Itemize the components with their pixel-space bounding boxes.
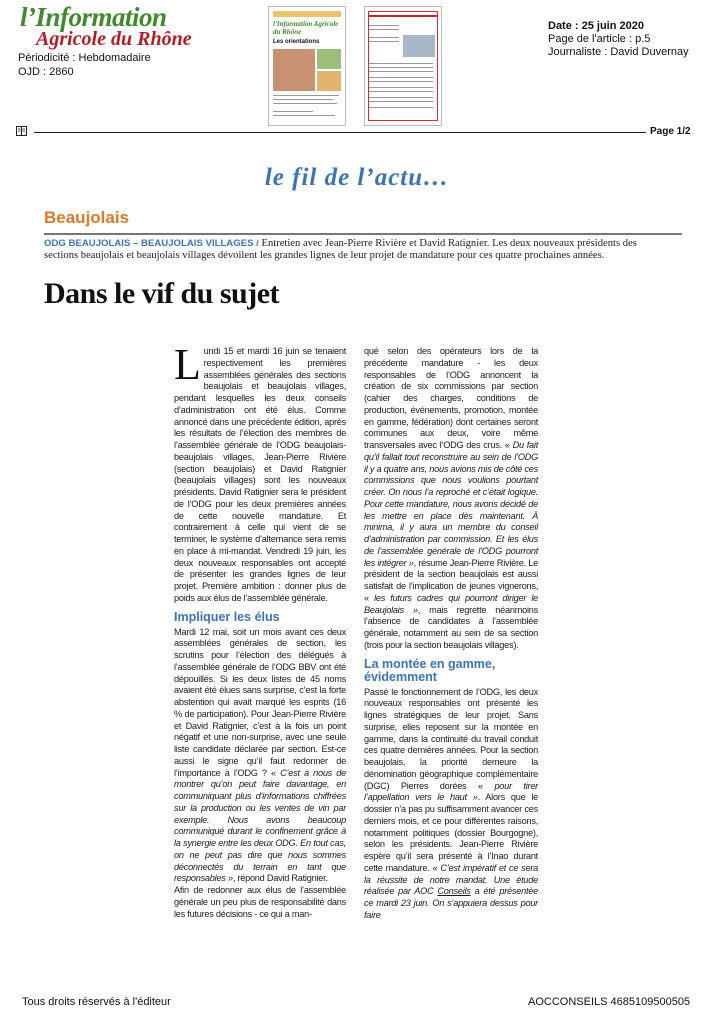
header-separator <box>34 132 646 133</box>
cover-text-line <box>273 95 339 96</box>
paragraph-text: Passé le fonctionnement de l’ODG, les deux nouveaux responsables ont présenté les lignes stratégiques de leur projet. Sans surprise, elles reposent sur la montée en gamme, dans la continuité du travail conduit ces quatre dernières années. Pour la section beaujolais, la priorité demeure la dénomination géographique complémentaire (DGC) Pierres dorées « <box>364 686 538 791</box>
cover-title: l'Information Agricole du Rhône <box>273 20 339 36</box>
footer-reference: AOCCONSEILS 4685109500505 <box>528 996 691 1008</box>
article-page: Page de l'article : p.5 <box>548 33 651 45</box>
paragraph <box>174 885 346 920</box>
article-intro <box>44 238 672 262</box>
quote-text: C’est à nous de montrer qu’on peut faire davantage, en communiquant plus d’informations chiffrées sur la production ou les ventes de vin par exemple. Nous avons beaucoup communiqué durant le confinement grâce à la synergie entre les deux ODG. En tout cas, on ne peut pas dire que nous sommes déconnectés du terrain en tant que responsables » <box>174 767 346 884</box>
section-rule <box>44 233 682 235</box>
thumb-text-line <box>369 63 433 64</box>
page-indicator: Page 1/2 <box>650 126 691 137</box>
thumb-text-line <box>369 97 433 98</box>
paragraph <box>364 346 538 652</box>
rubric-title: le fil de l’actu… <box>264 164 450 191</box>
paragraph-text: , résume Jean-Pierre Rivière. Le président de la section beaujolais est aussi satisfait de l’implication de jeunes vignerons, « <box>364 557 538 603</box>
paragraph <box>364 687 538 922</box>
subheading: Impliquer les élus <box>174 609 280 624</box>
quote-text: les futurs cadres qui pourront diriger le Beaujolais » <box>364 592 538 615</box>
cover-text-line <box>273 99 333 100</box>
thumb-text-line <box>369 81 433 82</box>
publication-logo-title: l’Information <box>20 2 167 32</box>
quote-text: C’est impératif et ce sera la réussite de notre mandat. Une étude réalisée par AOC <box>364 862 538 897</box>
article-column-2 <box>364 346 538 922</box>
cover-photo-small <box>317 49 341 69</box>
ojd-count: OJD : 2860 <box>18 66 74 78</box>
document-icon <box>16 126 27 136</box>
article-journalist: Journaliste : David Duvernay <box>548 46 689 58</box>
thumb-photo <box>403 35 435 57</box>
thumb-text-line <box>369 37 399 38</box>
thumb-header-bar <box>368 15 438 17</box>
keyword-link[interactable]: Conseils <box>437 886 471 897</box>
drop-cap: L <box>174 340 201 389</box>
paragraph-text: Afin de redonner aux élus de l’assemblée générale un peu plus de responsabilité dans les futures décisions - ce qui a man- <box>174 885 346 919</box>
thumb-text-line <box>369 25 399 26</box>
intro-kicker: ODG BEAUJOLAIS – BEAUJOLAIS VILLAGES / <box>44 238 259 249</box>
cover-text-line <box>273 115 335 116</box>
paragraph-text: , répond David Ratignier. <box>232 873 328 884</box>
paragraph <box>174 627 346 886</box>
intro-text: Entretien avec Jean-Pierre Rivière et David Ratignier. Les deux nouveaux présidents des sections beaujolais et beaujolais villages dévoilent les grandes lignes de leur projet de mandature pour ces quatre prochaines années. <box>44 238 637 262</box>
thumb-text-line <box>369 29 399 30</box>
thumb-text-line <box>369 107 433 108</box>
thumb-text-line <box>369 101 433 102</box>
thumb-text-line <box>369 91 433 92</box>
thumb-text-line <box>369 41 399 42</box>
paragraph <box>174 340 346 605</box>
subheading: La montée en gamme, évidemment <box>364 656 496 684</box>
cover-photo-small-2 <box>317 71 341 91</box>
cover-photo <box>273 49 315 91</box>
quote-text: a été présentée ce mardi 23 juin. On s’appuiera dessus pour faire <box>364 886 538 920</box>
periodicity: Périodicité : Hebdomadaire <box>18 52 151 64</box>
thumb-text-line <box>369 67 433 68</box>
cover-banner <box>273 11 341 17</box>
article-column-1 <box>174 340 346 920</box>
thumb-text-line <box>369 77 433 78</box>
paragraph-text: . Alors que le dossier n’a pas pu suffisamment avancer ces derniers mois, et ce pour différentes raisons, notamment politiques (dossier Bourgogne), selon les présidents. Jean-Pierre Rivière espère qu’il sera présenté à l’Inao durant cette mandature. « <box>364 792 538 873</box>
article-page-thumbnail[interactable] <box>364 6 442 126</box>
thumb-text-line <box>369 71 433 72</box>
quote-text: pour tirer l’appellation vers le haut » <box>364 780 538 803</box>
paragraph-text: , mais regrette néanmoins l’absence de candidates à l’assemblée générale, notamment au sein de sa section (trois pour la section beaujolais villages). <box>364 604 539 650</box>
paragraph-text: undi 15 et mardi 16 juin se tenaient respectivement les premières assemblées générales des sections beaujolais et beaujolais villages, pendant lesquelles les deux conseils d’administration ont été élus. Comme annoncé dans une précédente édition, après les résultats de l’élection des membres de l’assemblée générale de l’ODG beaujolais-beaujolais villages, Jean-Pierre Rivière (section beaujolais) et David Ratignier (beaujolais villages) sont les nouveaux présidents. David Ratignier sera le président de l’ODG pour les deux premières années de cette nouvelle mandature. Et contrairement à celle qui vient de se terminer, le système d’alternance sera remis en place à mi-mandat. Vendredi 19 juin, les deux nouveaux responsables ont accepté de présenter les grandes lignes de leur projet. Première ambition : donner plus de poids aux élus de l’assemblée générale. <box>174 346 346 603</box>
quote-text: Du fait qu’il fallait tout reconstruire au sein de l’ODG il y a quatre ans, nous avions mis de côté ces commissions que nous voulions pourtant créer. On nous l’a reproché et c’était logique. Pour cette mandature, nous avons décidé de les mettre en place dès maintenant. À minima, il y aura un membre du conseil d’administration par commission. Et les élus de l’assemblée générale de l’ODG pourront les intégrer » <box>364 440 539 568</box>
cover-headline: Les orientations <box>273 39 320 45</box>
footer-copyright: Tous droits réservés à l'éditeur <box>22 996 171 1008</box>
section-title: Beaujolais <box>44 208 130 227</box>
paragraph-text: qué selon des opérateurs lors de la précédente mandature - les deux responsables de l’ODG annoncent la création de six commissions par section (cahier des charges, conditions de production, événements, promotion, montée en gamme, fédération) dont certaines seront communes aux deux, voire même transversales avec l’ODG des crus. « <box>364 346 538 450</box>
article-headline: Dans le vif du sujet <box>44 277 280 310</box>
article-highlight-frame <box>368 11 438 121</box>
publication-logo-subtitle: Agricole du Rhône <box>36 28 192 50</box>
cover-text-line <box>273 111 313 112</box>
paragraph-text: Mardi 12 mai, soit un mois avant ces deux assemblées générales de section, les scrutins pour l’élection des délégués à l’assemblée générale de l’ODG BBV ont été dépouillés. Si les deux listes de 45 noms avaient été élues sans surprise, c’est la forte abstention qui avait marqué les esprits (16 % de participation). Pour Jean-Pierre Rivière et David Ratignier, c’est à la fois un point négatif et une non-surprise, avec une seule liste candidate déclarée par section. Est-ce aussi le signe qu’il faut redonner de l’importance à l’ODG ? « <box>174 626 346 778</box>
cover-text-line <box>273 103 337 104</box>
cover-thumbnail[interactable] <box>268 6 346 126</box>
article-date: Date : 25 juin 2020 <box>548 20 644 32</box>
thumb-text-line <box>369 87 433 88</box>
